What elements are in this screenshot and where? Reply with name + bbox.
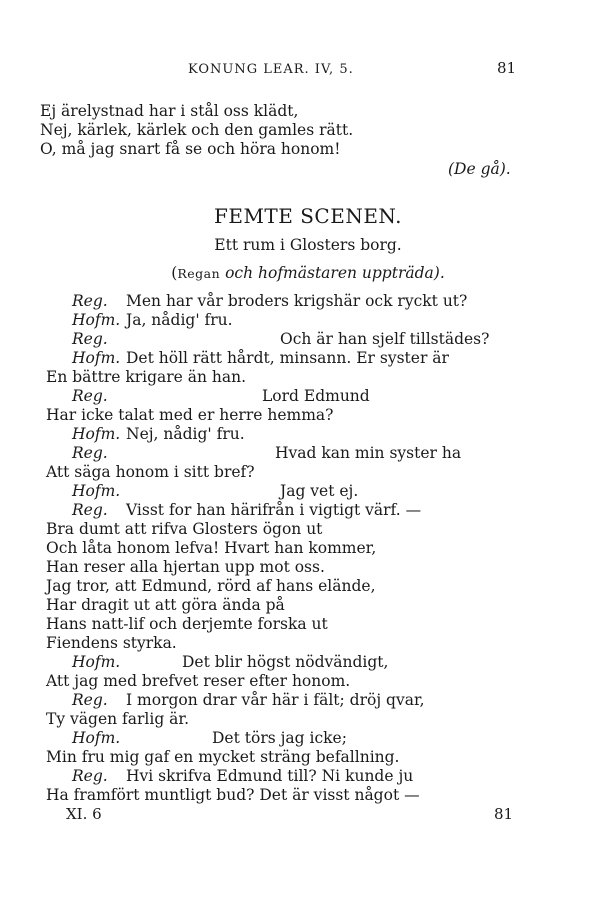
entry-paren: ( bbox=[171, 264, 178, 282]
line-text: Hvi skrifva Edmund till? Ni kunde ju bbox=[126, 767, 414, 785]
dialogue-line bbox=[72, 653, 388, 671]
page-number-top: 81 bbox=[497, 59, 517, 77]
dialogue-line bbox=[72, 501, 421, 519]
dialogue-line: Att jag med brefvet reser efter honom. bbox=[46, 672, 351, 690]
dialogue-line bbox=[72, 349, 449, 367]
verse-line: Nej, kärlek, kärlek och den gamles rätt. bbox=[40, 121, 354, 139]
dialogue-line: Bra dumt att rifva Glosters ögon ut bbox=[46, 520, 323, 538]
dialogue-line: Och låta honom lefva! Hvart han kommer, bbox=[46, 539, 377, 557]
line-text: Nej, nådig' fru. bbox=[126, 425, 245, 443]
verse-line: Ej ärelystnad har i stål oss klädt, bbox=[40, 102, 299, 120]
dialogue-line: Har dragit ut att göra ända på bbox=[46, 596, 285, 614]
verse-line: O, må jag snart få se och höra honom! bbox=[40, 140, 341, 158]
dialogue-line: Fiendens styrka. bbox=[46, 634, 177, 652]
line-text: Hvad kan min syster ha bbox=[275, 444, 462, 462]
line-text: Visst for han härifrån i vigtigt värf. — bbox=[126, 501, 422, 519]
line-text: Det höll rätt hårdt, minsann. Er syster är bbox=[126, 349, 449, 367]
dialogue-line: Han reser alla hjertan upp mot oss. bbox=[46, 558, 325, 576]
dialogue-line bbox=[72, 729, 347, 747]
line-text: Men har vår broders krigshär ock ryckt ut? bbox=[126, 292, 468, 310]
dialogue-line bbox=[72, 482, 358, 500]
stage-direction-entry bbox=[0, 264, 616, 282]
line-text: I morgon drar vår här i fält; dröj qvar, bbox=[126, 691, 425, 709]
scene-title: FEMTE SCENEN. bbox=[213, 204, 403, 228]
line-text: Det törs jag icke; bbox=[212, 729, 347, 747]
signature-mark: XI. 6 bbox=[66, 805, 102, 823]
line-text: Ja, nådig' fru. bbox=[126, 311, 233, 329]
line-text: Och är han sjelf tillstädes? bbox=[280, 330, 490, 348]
entry-text: och hofmästaren uppträda). bbox=[225, 264, 445, 282]
dialogue-line: Har icke talat med er herre hemma? bbox=[46, 406, 334, 424]
speaker-label: Hofm. bbox=[72, 653, 121, 671]
speaker-label: Reg. bbox=[72, 330, 108, 348]
running-title: KONUNG LEAR. IV, 5. bbox=[188, 62, 354, 77]
dialogue-line bbox=[72, 330, 489, 348]
dialogue-line bbox=[72, 292, 467, 310]
speaker-label: Reg. bbox=[72, 501, 108, 519]
dialogue-line: Hans natt-lif och derjemte forska ut bbox=[46, 615, 328, 633]
speaker-label: Reg. bbox=[72, 387, 108, 405]
page-number-bottom: 81 bbox=[494, 805, 514, 823]
speaker-label: Hofm. bbox=[72, 729, 121, 747]
dialogue-line: Ty vägen farlig är. bbox=[46, 710, 190, 728]
speaker-label: Reg. bbox=[72, 767, 108, 785]
line-text: Lord Edmund bbox=[262, 387, 370, 405]
line-text: Det blir högst nödvändigt, bbox=[182, 653, 389, 671]
speaker-label: Hofm. bbox=[72, 311, 121, 329]
stage-direction-exit: (De gå). bbox=[448, 160, 511, 178]
dialogue-line: En bättre krigare än han. bbox=[46, 368, 247, 386]
dialogue-line: Ha framfört muntligt bud? Det är visst något — bbox=[46, 786, 420, 804]
dialogue-line bbox=[72, 387, 370, 405]
entry-character: Regan bbox=[177, 266, 221, 281]
speaker-label: Hofm. bbox=[72, 425, 121, 443]
speaker-label: Reg. bbox=[72, 691, 108, 709]
dialogue-line bbox=[72, 311, 233, 329]
speaker-label: Hofm. bbox=[72, 482, 121, 500]
scene-setting: Ett rum i Glosters borg. bbox=[214, 236, 402, 254]
line-text: Jag vet ej. bbox=[280, 482, 359, 500]
dialogue-line: Jag tror, att Edmund, rörd af hans elände, bbox=[46, 577, 376, 595]
speaker-label: Hofm. bbox=[72, 349, 121, 367]
speaker-label: Reg. bbox=[72, 292, 108, 310]
dialogue-line bbox=[72, 691, 425, 709]
dialogue-line bbox=[72, 767, 413, 785]
dialogue-line: Att säga honom i sitt bref? bbox=[46, 463, 255, 481]
dialogue-line: Min fru mig gaf en mycket sträng befallning. bbox=[46, 748, 400, 766]
speaker-label: Reg. bbox=[72, 444, 108, 462]
dialogue-line bbox=[72, 425, 245, 443]
dialogue-line bbox=[72, 444, 461, 462]
